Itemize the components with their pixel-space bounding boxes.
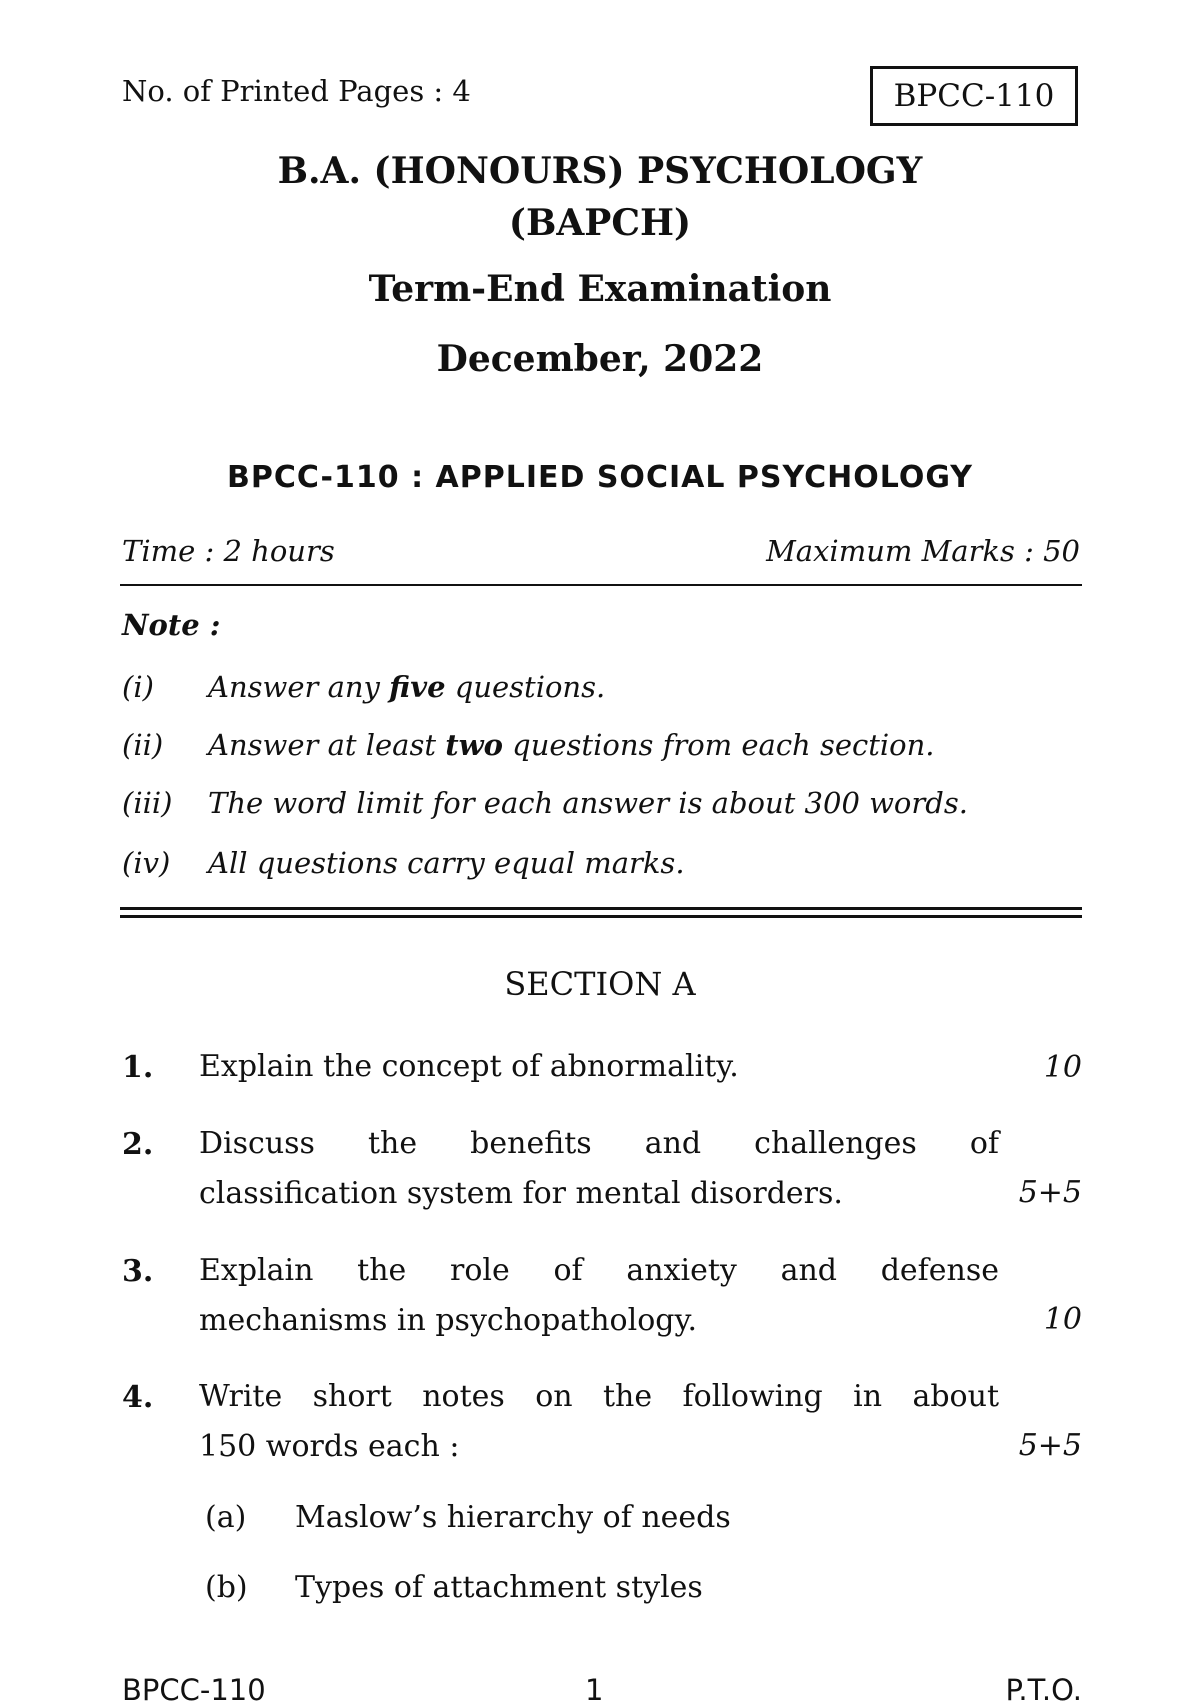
double-divider-top bbox=[120, 907, 1082, 910]
sub-question bbox=[205, 1500, 731, 1535]
question-number: 1. bbox=[122, 1050, 154, 1085]
note-item bbox=[122, 670, 605, 704]
sub-question bbox=[205, 1570, 703, 1605]
course-title: BPCC-110 : APPLIED SOCIAL PSYCHOLOGY bbox=[226, 460, 974, 495]
note-number: (ii) bbox=[122, 728, 164, 762]
question-marks: 10 bbox=[1043, 1302, 1082, 1337]
note-item bbox=[122, 786, 968, 820]
note-text: All questions carry equal marks. bbox=[208, 846, 685, 880]
question-line: Write short notes on the following in about bbox=[199, 1379, 999, 1414]
note-heading: Note : bbox=[122, 608, 221, 642]
question-line: Explain the concept of abnormality. bbox=[199, 1049, 739, 1084]
question-text bbox=[199, 1042, 1121, 1092]
note-number: (i) bbox=[122, 670, 154, 704]
sub-question-label: (a) bbox=[205, 1500, 247, 1535]
printed-pages: No. of Printed Pages : 4 bbox=[122, 74, 471, 108]
page-number: 1 bbox=[585, 1673, 604, 1707]
question-line: 150 words each : bbox=[199, 1429, 460, 1464]
maximum-marks: Maximum Marks : 50 bbox=[766, 534, 1080, 568]
sub-question-label: (b) bbox=[205, 1570, 248, 1605]
note-number: (iv) bbox=[122, 846, 171, 880]
footer-course-code: BPCC-110 bbox=[122, 1673, 266, 1707]
exam-title: Term-End Examination bbox=[368, 268, 832, 310]
question-marks: 5+5 bbox=[1018, 1175, 1082, 1210]
section-heading: SECTION A bbox=[504, 965, 696, 1003]
note-emphasis: five bbox=[389, 670, 446, 704]
note-number: (iii) bbox=[122, 786, 173, 820]
note-text: questions. bbox=[445, 670, 606, 704]
sub-question-text: Maslow’s hierarchy of needs bbox=[295, 1500, 731, 1535]
course-code-box: BPCC-110 bbox=[870, 66, 1078, 126]
question-line: classification system for mental disorders. bbox=[199, 1176, 843, 1211]
question-number: 4. bbox=[122, 1380, 154, 1415]
note-text: Answer any bbox=[208, 670, 390, 704]
time-allowed: Time : 2 hours bbox=[122, 534, 335, 568]
note-text: The word limit for each answer is about 300 words. bbox=[208, 786, 968, 820]
question-marks: 5+5 bbox=[1018, 1428, 1082, 1463]
question-text bbox=[199, 1372, 999, 1472]
question-number: 3. bbox=[122, 1254, 154, 1289]
question-marks: 10 bbox=[1043, 1050, 1082, 1085]
note-emphasis: two bbox=[445, 728, 503, 762]
question-text bbox=[199, 1246, 999, 1346]
note-text: Answer at least bbox=[208, 728, 446, 762]
question-line: Explain the role of anxiety and defense bbox=[199, 1253, 999, 1288]
note-item bbox=[122, 846, 685, 880]
note-text: questions from each section. bbox=[502, 728, 935, 762]
sub-question-text: Types of attachment styles bbox=[295, 1570, 703, 1605]
divider bbox=[120, 584, 1082, 586]
question-number: 2. bbox=[122, 1127, 154, 1162]
note-item bbox=[122, 728, 935, 762]
double-divider-bottom bbox=[120, 915, 1082, 918]
please-turn-over: P.T.O. bbox=[1005, 1673, 1082, 1707]
question-text bbox=[199, 1119, 999, 1219]
programme-title: B.A. (HONOURS) PSYCHOLOGY bbox=[277, 150, 923, 192]
exam-date: December, 2022 bbox=[436, 338, 764, 380]
programme-code: (BAPCH) bbox=[508, 202, 692, 244]
question-line: Discuss the benefits and challenges of bbox=[199, 1126, 999, 1161]
question-line: mechanisms in psychopathology. bbox=[199, 1303, 697, 1338]
